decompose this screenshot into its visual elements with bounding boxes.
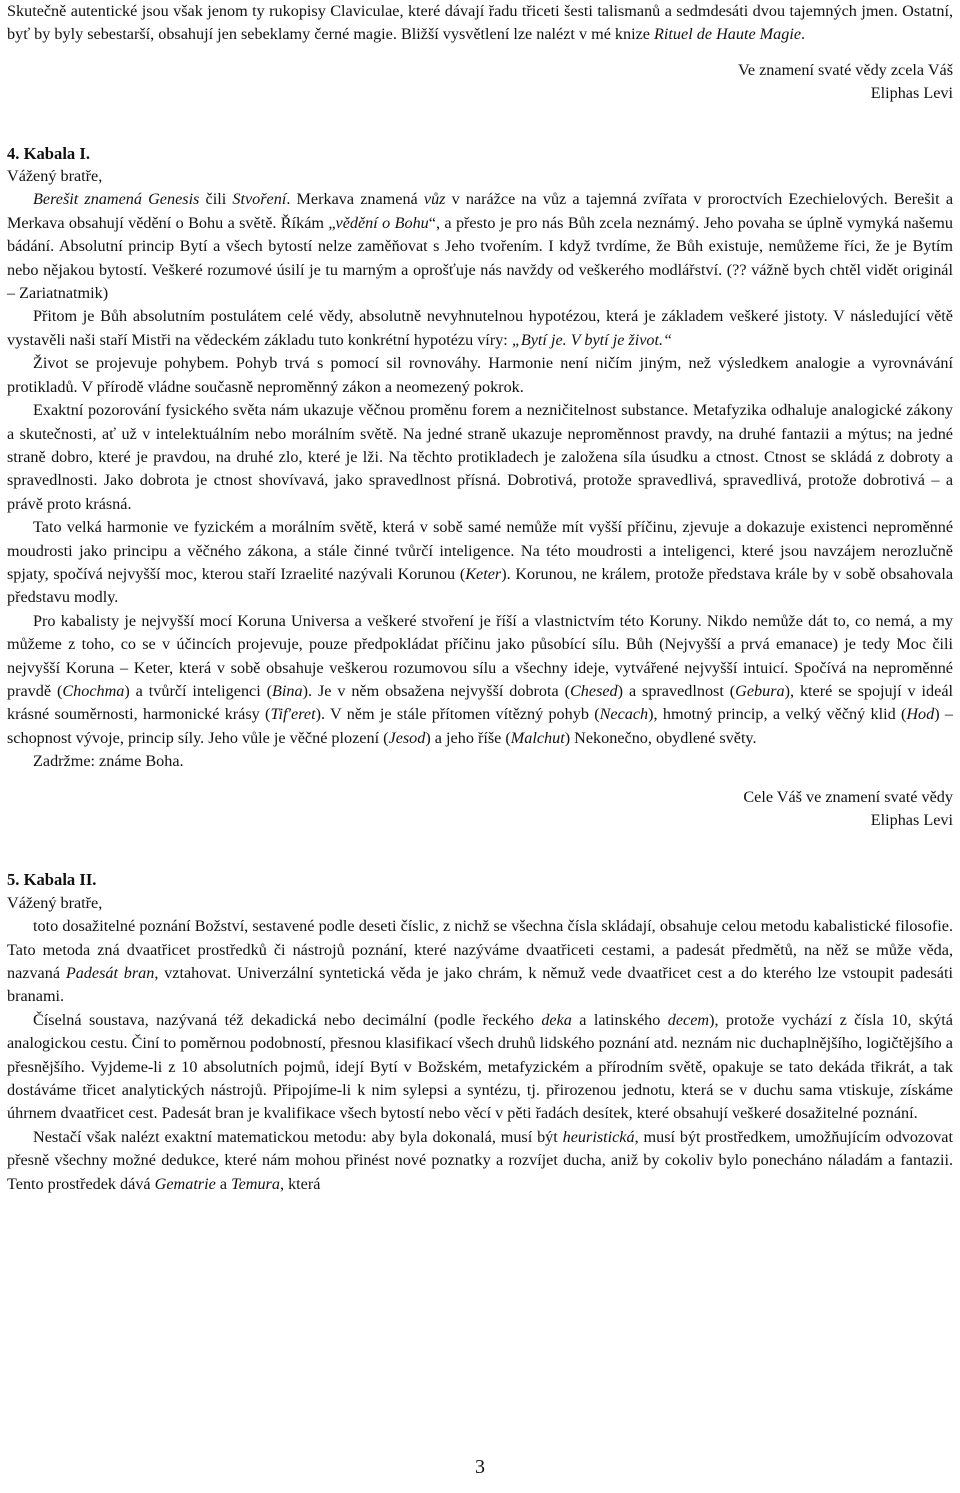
- signature: Eliphas Levi: [870, 84, 953, 103]
- text-run: čili: [199, 190, 233, 209]
- paragraph: [7, 1126, 953, 1196]
- salutation: Vážený bratře,: [7, 167, 103, 186]
- italic-run: Padesát bran: [65, 964, 155, 983]
- text-run: ) – schopnost vývoje, princip síly. Jeho vůle je věčné plození (: [7, 705, 954, 747]
- text-run: v narážce na vůz a tajemná zvířata v proroctvích Ezechielových. Berešit a Merkava obsahují vědění o Bohu a světě. Říkám „: [7, 190, 954, 232]
- italic-run: Chesed: [570, 681, 618, 700]
- paragraph: [7, 516, 953, 610]
- paragraph: [7, 305, 953, 352]
- italic-run: Keter: [465, 564, 502, 583]
- text-run: ) a tvůrčí inteligenci (: [124, 681, 273, 700]
- text-run: ) a jeho říše (: [425, 728, 511, 747]
- closing-line: Cele Váš ve znamení svaté vědy: [743, 787, 953, 806]
- paragraph: [7, 352, 953, 399]
- text-run: toto dosažitelné poznání Božství, sestavené podle deseti číslic, z nichž se všechna čísla skládají, obsahuje celou metodu kabalistické filosofie. Tato metoda zná dvaatřicet prostředků či nástrojů poznání, které nazýváme dvaatřiceti cestami, a padesát předmětů, na něž se může věda, nazvaná: [7, 917, 953, 983]
- italic-run: Malchut: [510, 728, 565, 747]
- italic-run: Bina: [272, 681, 303, 700]
- italic-run: Jesod: [388, 728, 426, 747]
- italic-run: Temura: [231, 1174, 280, 1193]
- paragraph: [7, 399, 953, 516]
- text-run: ). Korunou, ne králem, protože představa krále by v sobě obsahovala představu modly.: [7, 564, 954, 607]
- text-run: a latinského: [571, 1010, 668, 1029]
- text-run: ) a spravedlnost (: [617, 681, 736, 700]
- paragraph: [7, 750, 953, 773]
- paragraph: [7, 1009, 953, 1126]
- text-run: , která: [279, 1174, 321, 1193]
- text-run: Pro kabalisty je nejvyšší mocí Koruna Universa a veškeré stvoření je říší a vlastnictvím této Koruny. Nikdo nemůže dát to, co nemá, a my můžeme z toho, co se v účincích projevuje, pouze předpokládat příčinu jako působící sílu. Bůh (Nejvyšší a prvá emanace) je tedy Moc čili nejvyšší Koruna – Keter, která v sobě obsahuje veškerou rozumovou sílu a všechny ideje, vytvářené nejvyšší intuicí. Spočívá na neproměnné pravdě (: [7, 611, 953, 700]
- text-run: ) Nekonečno, obydlené světy.: [564, 728, 757, 747]
- text-run: Zadržme: známe Boha.: [33, 752, 184, 771]
- text-run: . Merkava znamená: [286, 190, 424, 209]
- paragraph-intro: [7, 0, 953, 47]
- text-run: a: [215, 1174, 232, 1193]
- italic-run: deka: [541, 1010, 572, 1029]
- paragraph: [7, 188, 953, 305]
- italic-run: Gebura: [735, 681, 785, 700]
- text-run: ). Je v něm obsažena nejvyšší dobrota (: [302, 681, 570, 700]
- italic-run: Hod: [906, 705, 935, 724]
- text-run: Přitom je Bůh absolutním postulátem celé vědy, absolutně nevyhnutelnou hypotézou, která je základem veškeré jistoty. V následující větě vystavěli naši staří Mistři na vědeckém základu tuto konkrétní hypotézu víry:: [7, 307, 953, 349]
- paragraph: [7, 915, 953, 1009]
- text-run: , vztahovat. Univerzální syntetická věda je jako chrám, k němuž vede dvaatřicet cest a do kterého lze vstoupit padesáti branami.: [7, 964, 953, 1006]
- italic-run: vědění o Bohu: [335, 213, 429, 232]
- text-run: .: [801, 25, 806, 44]
- section-heading: 4. Kabala I.: [7, 143, 90, 163]
- italic-run: vůz: [423, 190, 446, 209]
- italic-run: Stvoření: [232, 190, 287, 209]
- document-page: [7, 0, 953, 1196]
- italic-run: heuristická: [562, 1127, 635, 1146]
- text-run: Život se projevuje pohybem. Pohyb trvá s pomocí sil rovnováhy. Harmonie není ničím jiným, než výsledkem analogie a vyrovnávání protikladů. V přírodě vládne současně neproměnný zákon a neomezený pokrok.: [7, 354, 953, 396]
- text-run: ). V něm je stále přítomen vítězný pohyb (: [315, 705, 600, 724]
- text-run: Exaktní pozorování fysického světa nám ukazuje věčnou proměnu forem a nezničitelnost substance. Metafyzika odhaluje analogické zákony a skutečnosti, ať už v intelektuálním nebo morálním světě. Na jedné straně ukazuje neproměnnost pravdy, na druhé fantazii a mýtus; na jedné straně dobro, které je pravdou, na druhé zlo, které je lži. Na těchto protikladech je založena síla úsudku a ctnost. Ctnost se skládá z dobroty a spravedlnosti. Jako dobrota je ctnost shovívavá, jako spravedlnost přísná. Dobrotivá, protože spravedlivá, spravedlivá, protože dobrotivá – a právě proto krásná.: [7, 401, 953, 513]
- italic-run: Chochma: [62, 681, 125, 700]
- paragraph: [7, 610, 953, 750]
- page-number: 3: [475, 1456, 485, 1478]
- text-run: ), protože vychází z čísla 10, skýtá analogickou cestu. Činí to poměrnou podobností, přesnou klasifikací všech druhů lidského poznání atd. neznám nic duchaplnějšího, logičtějšího a přesnějšího. Vyjdeme-li z 10 absolutních pojmů, idejí Bytí v Božském, metafyzickém a přírodním světě, opakuje se tato dekáda třikrát, a tak dostáváme třicet analytických nástrojů. Připojíme-li k nim sylepsi a syntézu, tj. přirozenou jednotu, která se v duchu sama vtiskuje, získáme úhrnem dvaatřicet cest. Padesát bran je kvalifikace všech bytostí nebo věcí v pěti řadách desítek, které obsahují veškeré dosažitelné poznání.: [7, 1010, 953, 1123]
- italic-run: Rituel de Haute Magie: [654, 25, 802, 44]
- text-run: “, a přesto je pro nás Bůh zcela neznámý. Jeho povaha se úplně vymyká našemu bádání. Absolutní princip Bytí a všech bytostí nelze zaměňovat s Jeho tvořením. I když tvrdíme, že Bůh existuje, nemůžeme říci, že je Bytím nebo nějakou bytostí. Veškeré rozumové úsilí je tu marným a oprošťuje nás navždy od veškerého modlářství. (?? vážně bych chtěl vidět originál – Zariatnatmik): [7, 213, 953, 303]
- salutation: Vážený bratře,: [7, 893, 103, 912]
- text-run: Tato velká harmonie ve fyzickém a morálním světě, která v sobě samé nemůže mít vyšší příčinu, zjevuje a dokazuje existenci neproměnné moudrosti jako principu a věčného zákona, a stále činné tvůrčí inteligence. Na této moudrosti a inteligenci, které jsou navzájem nerozlučně spjaty, spočívá nejvyšší moc, kterou staří Izraelité nazývali Korunou (: [7, 518, 953, 583]
- text-run: Nestačí však nalézt exaktní matematickou metodu: aby byla dokonalá, musí být: [33, 1127, 563, 1146]
- text-run: , musí být prostředkem, umožňujícím odvozovat přesně všechny možné dedukce, které nám mohou přinést nové poznatky a rozvíjet ducha, aniž by cokoliv bylo ponecháno náladám a fantazii. Tento prostředek dává: [7, 1127, 953, 1193]
- italic-run: Necach: [599, 705, 649, 724]
- italic-run: Gematrie: [154, 1174, 216, 1193]
- closing-line: Ve znamení svaté vědy zcela Váš: [738, 60, 953, 79]
- text-run: ), které se spojují v ideál krásné souměrnosti, harmonické krásy (: [7, 681, 953, 724]
- section-heading: 5. Kabala II.: [7, 870, 97, 890]
- italic-run: decem: [667, 1010, 710, 1029]
- italic-run: Berešit znamená Genesis: [33, 190, 200, 209]
- text-run: ), hmotný princip, a velký věčný klid (: [648, 705, 907, 724]
- italic-run: „Bytí je. V bytí je život.“: [511, 330, 673, 349]
- italic-run: Tif'eret: [270, 705, 316, 724]
- signature: Eliphas Levi: [870, 811, 953, 829]
- text-run: Číselná soustava, nazývaná též dekadická nebo decimální (podle řeckého: [33, 1010, 542, 1029]
- text-run: Skutečně autentické jsou však jenom ty rukopisy Claviculae, které dávají řadu třiceti šesti talismanů a sedmdesáti dvou tajemných jmen. Ostatní, byť by byly sebestarší, obsahují jen sebeklamy černé magie. Bližší vysvětlení lze nalézt v mé knize: [7, 2, 953, 44]
